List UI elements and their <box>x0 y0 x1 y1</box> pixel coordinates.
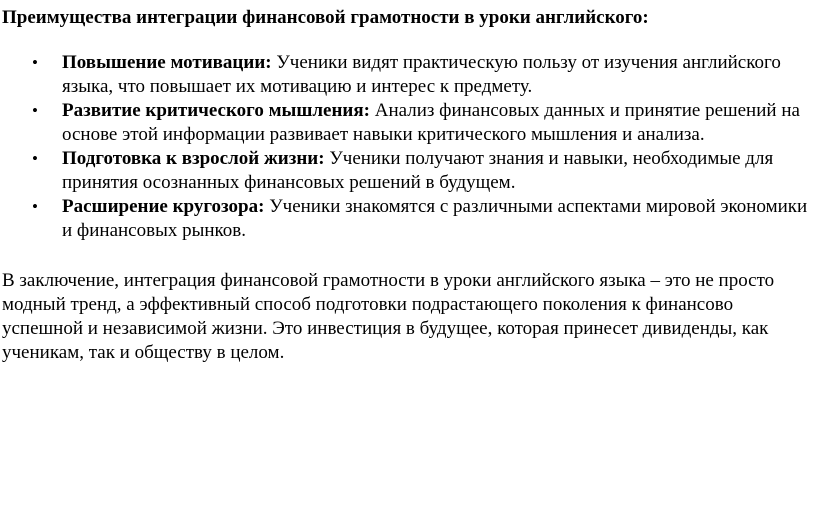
section-heading: Преимущества интеграции финансовой грамотности в уроки английского: <box>2 7 649 28</box>
bullet-icon: • <box>32 197 38 216</box>
list-item <box>2 147 814 195</box>
benefit-text: Анализ финансовых данных и принятие решений на основе этой информации развивает навыки критического мышления и анализа. <box>62 100 800 145</box>
benefit-text: Ученики видят практическую пользу от изучения английского языка, что повышает их мотивацию и интерес к предмету. <box>62 52 781 97</box>
list-item <box>2 195 814 243</box>
conclusion-paragraph: В заключение, интеграция финансовой грамотности в уроки английского языка – это не просто модный тренд, а эффективный способ подготовки подрастающего поколения к финансово успешной и независимой жизни. Это инвестиция в будущее, которая принесет дивиденды, как ученикам, так и обществу в целом. <box>2 270 775 363</box>
bullet-icon: • <box>32 101 38 120</box>
list-item <box>2 51 814 99</box>
bullet-icon: • <box>32 53 38 72</box>
benefit-term: Подготовка к взрослой жизни: <box>62 148 330 169</box>
benefit-term: Развитие критического мышления: <box>62 100 375 121</box>
benefit-term: Повышение мотивации: <box>62 52 277 73</box>
benefits-list <box>2 51 814 243</box>
bullet-icon: • <box>32 149 38 168</box>
benefit-term: Расширение кругозора: <box>62 196 270 217</box>
benefit-text: Ученики знакомятся с различными аспектами мировой экономики и финансовых рынков. <box>62 196 808 241</box>
benefit-text: Ученики получают знания и навыки, необходимые для принятия осознанных финансовых решений в будущем. <box>62 148 774 193</box>
list-item <box>2 99 814 147</box>
document-body <box>2 0 814 365</box>
